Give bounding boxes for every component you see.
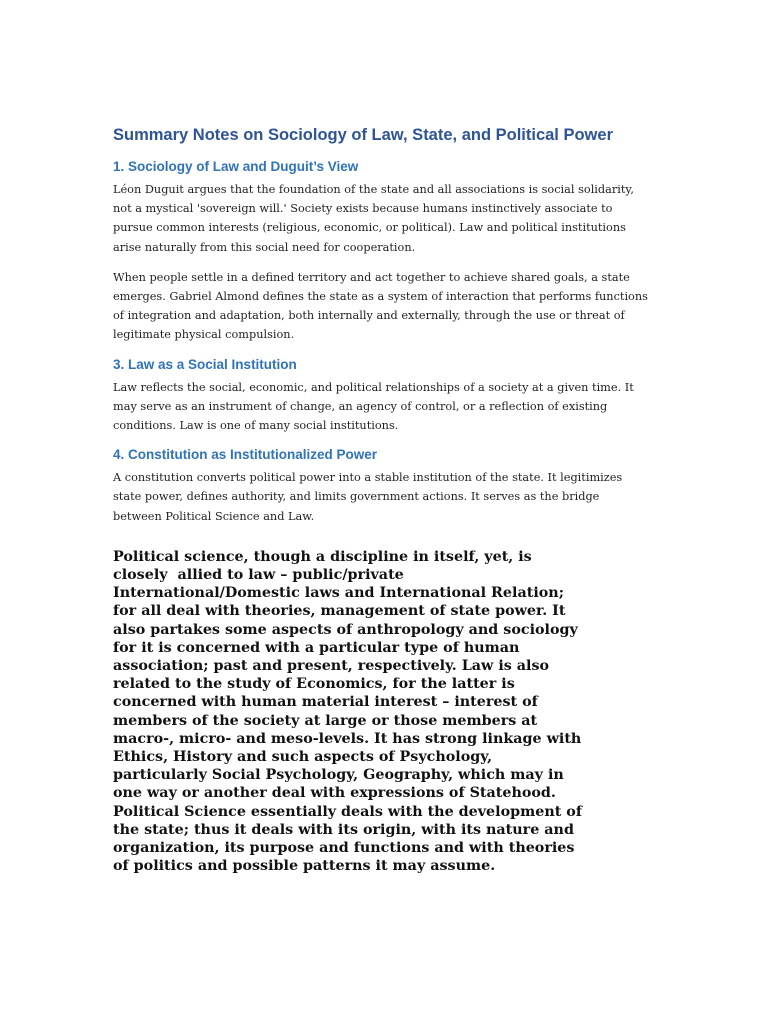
- paragraph: When people settle in a defined territory and act together to achieve shared goals, a state emerges. Gabriel Almond defines the state as a system of interaction that performs functions of integration and adaptation, both internally and externally, through the use or threat of legitimate physical compulsion.: [113, 270, 648, 342]
- bold-paragraph-line: concerned with human material interest – interest of: [113, 694, 538, 711]
- bold-paragraph-line: the state; thus it deals with its origin, with its nature and: [113, 821, 574, 838]
- bold-paragraph-line: closely allied to law – public/private: [113, 567, 404, 584]
- bold-paragraph-line: for all deal with theories, management of state power. It: [113, 603, 566, 620]
- bold-paragraph-line: related to the study of Economics, for the latter is: [113, 676, 515, 693]
- bold-paragraph-line: also partakes some aspects of anthropology and sociology: [113, 621, 578, 638]
- paragraph: Law reflects the social, economic, and political relationships of a society at a given time. It may serve as an instrument of change, an agency of control, or a reflection of existing conditions. Law is one of many social institutions.: [113, 380, 634, 433]
- section-heading: 1. Sociology of Law and Duguit’s View: [113, 159, 359, 174]
- document-title: Summary Notes on Sociology of Law, State, and Political Power: [113, 126, 613, 144]
- bold-paragraph-line: Ethics, History and such aspects of Psychology,: [113, 749, 493, 766]
- bold-paragraph: [113, 548, 613, 876]
- paragraph: A constitution converts political power into a stable institution of the state. It legitimizes state power, defines authority, and limits government actions. It serves as the bridge between Political Science and Law.: [113, 471, 623, 523]
- bold-paragraph-line: International/Domestic laws and International Relation;: [113, 585, 564, 602]
- section-constitution: [113, 446, 649, 526]
- section-law-as-social-institution: [113, 356, 649, 436]
- section-sociology-of-law: [113, 158, 649, 345]
- bold-paragraph-line: organization, its purpose and functions and with theories: [113, 840, 575, 857]
- section-heading: 3. Law as a Social Institution: [113, 356, 297, 372]
- bold-paragraph-line: of politics and possible patterns it may assume.: [113, 858, 496, 875]
- bold-paragraph-line: association; past and present, respectively. Law is also: [113, 658, 550, 675]
- bold-paragraph-line: Political science, though a discipline in itself, yet, is: [113, 548, 532, 565]
- bold-paragraph-line: macro-, micro- and meso-levels. It has strong linkage with: [113, 730, 582, 747]
- bold-paragraph-line: particularly Social Psychology, Geography, which may in: [113, 767, 564, 784]
- bold-paragraph-line: one way or another deal with expressions of Statehood.: [113, 785, 556, 802]
- document-content: [113, 125, 649, 876]
- bold-paragraph-line: for it is concerned with a particular type of human: [113, 639, 520, 656]
- bold-paragraph-line: Political Science essentially deals with the development of: [113, 803, 582, 820]
- section-heading: 4. Constitution as Institutionalized Power: [113, 447, 378, 463]
- bold-paragraph-line: members of the society at large or those members at: [113, 712, 538, 729]
- paragraph: Léon Duguit argues that the foundation of the state and all associations is social solidarity, not a mystical 'sovereign will.' Society exists because humans instinctively associate to pursue common interests (religious, economic, or political). Law and political institutions arise naturally from this social need for cooperation.: [113, 183, 634, 254]
